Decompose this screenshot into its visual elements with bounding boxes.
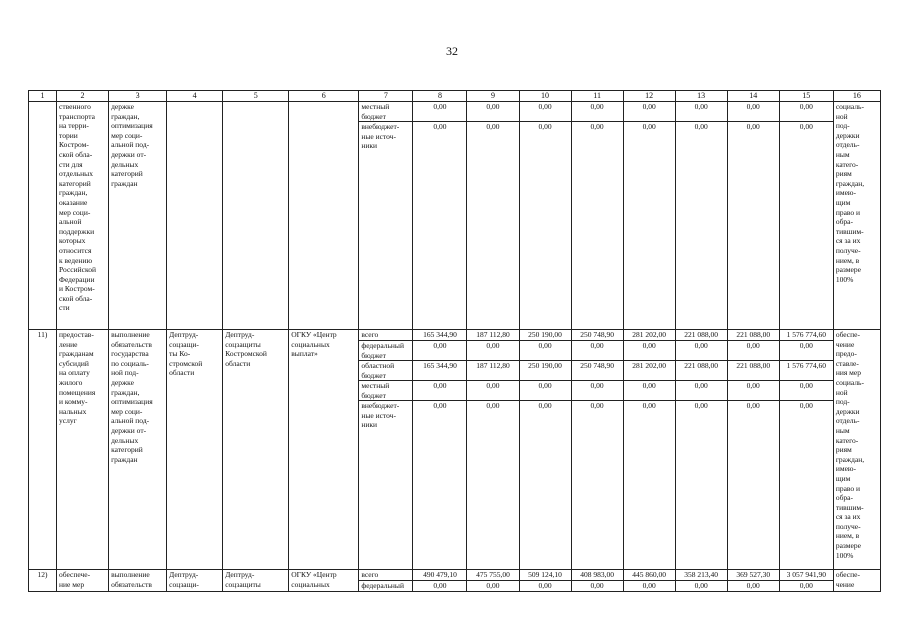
value-cell: 187 112,80 0,00 187 112,80 0,00 0,00 <box>467 330 519 570</box>
participant: ОГКУ «Центр социальных <box>289 570 359 592</box>
column-header: 13 <box>675 91 727 102</box>
budget-table <box>28 90 881 592</box>
measure-goal: держке граждан, оптимизация мер соци- альной под- держки от- дельных категорий граждан <box>109 102 167 330</box>
source-label: всего <box>359 570 412 581</box>
measure-name: обеспече- ние мер <box>57 570 109 592</box>
source-label: внебюджет- ные источ- ники <box>361 401 400 430</box>
column-header: 11 <box>571 91 623 102</box>
value-cell: 0,00 0,00 <box>623 102 675 330</box>
value-cell: 3 057 941,90 0,00 <box>779 570 833 592</box>
row-number: 12) <box>29 570 57 592</box>
value-cell: 250 190,00 0,00 250 190,00 0,00 0,00 <box>519 330 571 570</box>
responsible-executor: Дептруд- соцзащи- <box>167 570 223 592</box>
row-number: 11) <box>29 330 57 570</box>
participant: ОГКУ «Центр социальных выплат» <box>289 330 359 570</box>
column-header: 7 <box>359 91 413 102</box>
value-cell: 408 983,00 0,00 <box>571 570 623 592</box>
value-cell: 509 124,10 0,00 <box>519 570 571 592</box>
co-executor: Дептруд- соцзащиты Костромской области <box>223 330 289 570</box>
column-header: 3 <box>109 91 167 102</box>
responsible-executor <box>167 102 223 330</box>
column-header: 9 <box>467 91 519 102</box>
source-label: областной бюджет <box>359 361 412 381</box>
column-header: 6 <box>289 91 359 102</box>
value-cell: 281 202,00 0,00 281 202,00 0,00 0,00 <box>623 330 675 570</box>
value-cell: 1 576 774,60 0,00 1 576 774,60 0,00 0,00 <box>779 330 833 570</box>
source-label: местный бюджет <box>359 102 412 122</box>
header-row <box>29 91 881 102</box>
expected-result: обеспе- чение предо- ставле- ния мер социаль- ной под- держки отдель- ным катего- риям граждан, имею- щим право и обра- тившим- ся за их получе- нием, в размере 100% <box>833 330 880 570</box>
measure-name: ственного транспорта на терри- тории Костром- ской обла- сти для отдельных категорий граждан, оказание мер соци- альной поддержки которых относится к ведению Российской Федерации и Костром- ской обла- сти <box>57 102 109 330</box>
column-header: 14 <box>727 91 779 102</box>
value-cell: 0,00 0,00 <box>467 102 519 330</box>
column-header: 15 <box>779 91 833 102</box>
value-cell: 0,00 0,00 <box>675 102 727 330</box>
measure-name: предостав- ление гражданам субсидий на оплату жилого помещения и комму- нальных услуг <box>57 330 109 570</box>
funding-sources <box>359 330 413 570</box>
table-row <box>29 330 881 570</box>
value-cell: 445 860,00 0,00 <box>623 570 675 592</box>
source-label: федеральный <box>361 581 404 590</box>
value-cell: 0,00 0,00 <box>779 102 833 330</box>
value-cell: 358 213,40 0,00 <box>675 570 727 592</box>
value-cell: 0,00 0,00 <box>727 102 779 330</box>
co-executor: Дептруд- соцзащиты <box>223 570 289 592</box>
column-header: 2 <box>57 91 109 102</box>
value-cell: 475 755,00 0,00 <box>467 570 519 592</box>
column-header: 10 <box>519 91 571 102</box>
source-label: внебюджет- ные источ- ники <box>361 122 400 151</box>
value-cell: 0,00 0,00 <box>571 102 623 330</box>
value-cell: 165 344,90 0,00 165 344,90 0,00 0,00 <box>413 330 467 570</box>
column-header: 8 <box>413 91 467 102</box>
participant <box>289 102 359 330</box>
table-row <box>29 102 881 330</box>
value-cell: 250 748,90 0,00 250 748,90 0,00 0,00 <box>571 330 623 570</box>
column-header: 4 <box>167 91 223 102</box>
expected-result: социаль- ной под- держки отдель- ным катего- риям граждан, имею- щим право и обра- тившим- ся за их получе- нием, в размере 100% <box>833 102 880 330</box>
funding-sources <box>359 102 413 330</box>
value-cell: 0,00 0,00 <box>413 102 467 330</box>
value-cell: 369 527,30 0,00 <box>727 570 779 592</box>
funding-sources <box>359 570 413 592</box>
source-label: всего <box>359 330 412 341</box>
table-row <box>29 570 881 592</box>
column-header: 12 <box>623 91 675 102</box>
measure-goal: выполнение обязательств <box>109 570 167 592</box>
source-label: местный бюджет <box>359 381 412 401</box>
column-header: 1 <box>29 91 57 102</box>
expected-result: обеспе- чение <box>833 570 880 592</box>
value-cell: 221 088,00 0,00 221 088,00 0,00 0,00 <box>727 330 779 570</box>
measure-goal: выполнение обязательств государства по социаль- ной под- держке граждан, оптимизация мер соци- альной под- держки от- дельных категорий граждан <box>109 330 167 570</box>
value-cell: 490 479,10 0,00 <box>413 570 467 592</box>
responsible-executor: Дептруд- соцзащи- ты Ко- стромской области <box>167 330 223 570</box>
value-cell: 221 088,00 0,00 221 088,00 0,00 0,00 <box>675 330 727 570</box>
value-cell: 0,00 0,00 <box>519 102 571 330</box>
column-header: 16 <box>833 91 880 102</box>
co-executor <box>223 102 289 330</box>
column-header: 5 <box>223 91 289 102</box>
page-number: 32 <box>446 44 458 58</box>
source-label: федеральный бюджет <box>359 341 412 361</box>
row-number <box>29 102 57 330</box>
